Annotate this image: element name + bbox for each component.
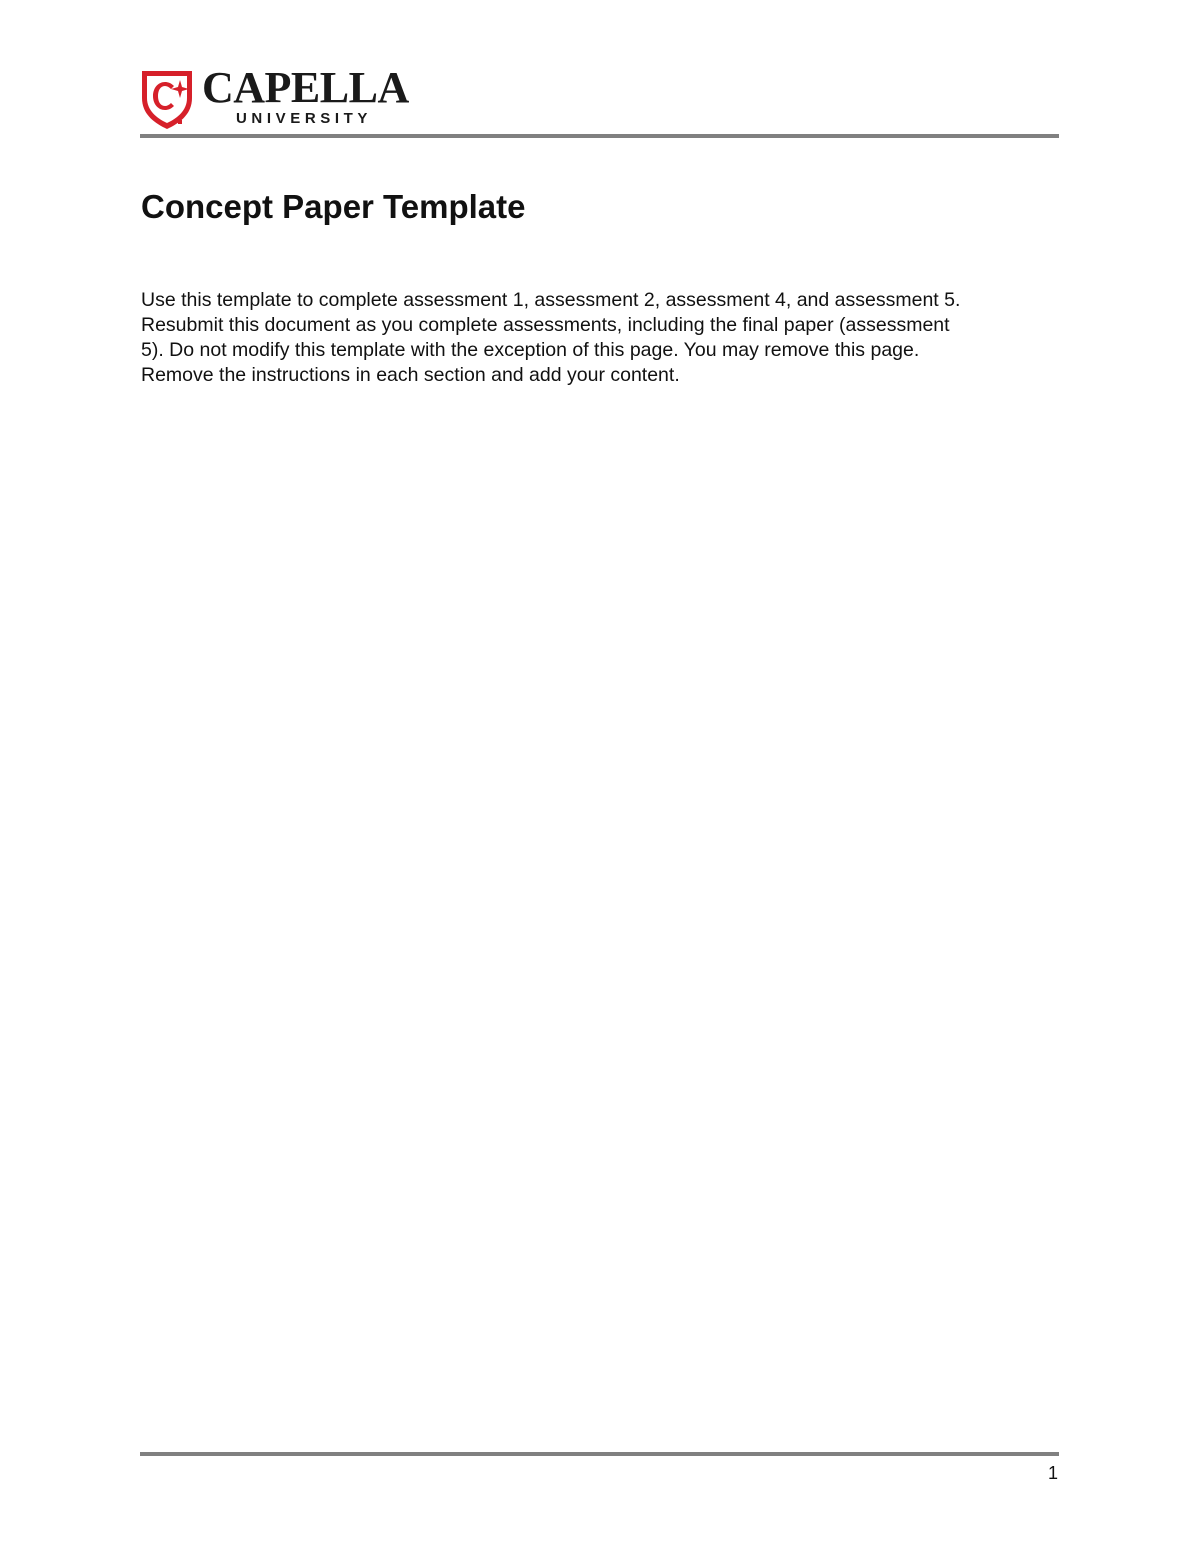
intro-line: Use this template to complete assessment 1, assessment 2, assessment 4, and assessment 5. [141,289,961,311]
page-header [140,63,1060,132]
header-divider [140,134,1059,138]
logo-subtitle: UNIVERSITY [236,110,373,127]
footer-divider [140,1452,1059,1456]
intro-line: Remove the instructions in each section and add your content. [141,364,680,386]
capella-university-logo [140,63,430,132]
page-number: 1 [1047,1463,1058,1483]
logo-wordmark: CAPELLA [202,63,409,112]
intro-line: Resubmit this document as you complete assessments, including the final paper (assessment [141,314,950,336]
intro-line: 5). Do not modify this template with the exception of this page. You may remove this page. [141,339,920,361]
intro-paragraph [141,288,1061,388]
page-title: Concept Paper Template [141,188,526,225]
shield-c-star-icon [140,68,194,130]
